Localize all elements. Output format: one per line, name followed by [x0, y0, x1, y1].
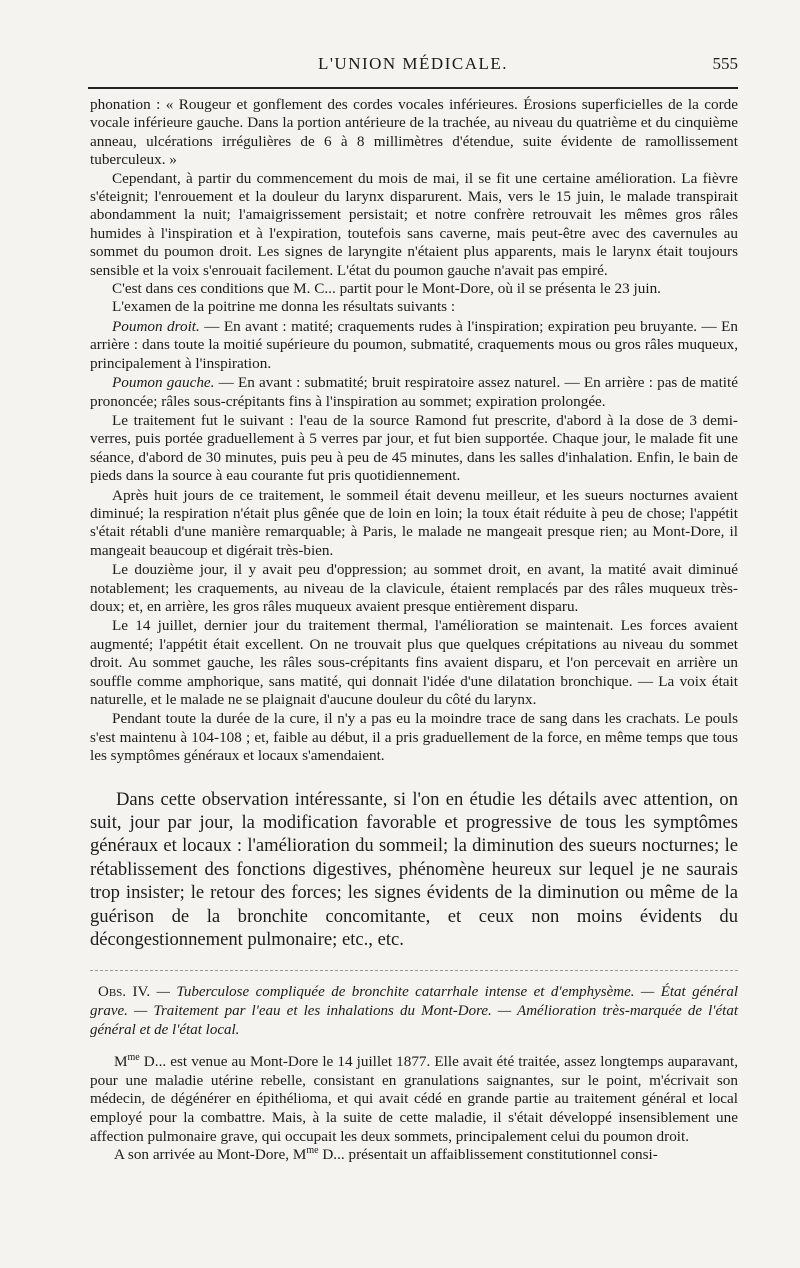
paragraph: Le douzième jour, il y avait peu d'oppression; au sommet droit, en avant, la matité avait diminué notablement; les craquements, au niveau de la clavicule, étaient remplacés par des râles muqueux très-doux; et, en arrière, les gros râles muqueux avaient presque entièrement disparu.: [90, 561, 738, 615]
paragraph: [90, 1053, 738, 1146]
commentary-text: [90, 788, 738, 952]
paragraph: Le traitement fut le suivant : l'eau de la source Ramond fut prescrite, d'abord à la dose de 3 demi-verres, puis portée graduellement à 5 verres par jour, et fut bien supportée. Chaque jour, le malade fit une séance, d'abord de 30 minutes, puis peu à peu de 45 minutes, dans les salles d'inhalation. Enfin, le bain de pieds dans la source à eau courante fut pris quotidiennement.: [90, 411, 738, 485]
header-rule: [88, 87, 738, 89]
text-prefix: M: [114, 1053, 128, 1071]
exam-text: — En avant : matité; craquements rudes à l'inspiration; expiration peu bruyante. — En arrière : dans toute la moitié supérieure du poumon, submatité, craquements mous ou gros râles muqueux, principalement à l'inspiration.: [90, 317, 738, 372]
exam-text: — En avant : submatité; bruit respiratoire assez naturel. — En arrière : pas de matité prononcée; râles sous-crépitants fins à l'inspiration au sommet; expiration prolongée.: [90, 374, 738, 410]
paragraph: L'examen de la poitrine me donna les résultats suivants :: [112, 298, 456, 316]
paragraph: Le 14 juillet, dernier jour du traitement thermal, l'amélioration se maintenait. Les forces avaient augmenté; l'appétit était excellent. On ne trouvait plus que quelques crépitations au niveau du sommet droit. Au sommet gauche, les râles sous-crépitants fins avaient disparu, et l'on percevait en arrière un souffle comme amphorique, sans matité, qui donnait l'idée d'une dilatation bronchique. — La voix était naturelle, et le malade ne se plaignait d'aucune douleur du côté du larynx.: [90, 617, 738, 708]
page-header: [88, 54, 738, 80]
observation-heading: [90, 970, 738, 1039]
running-title: L'UNION MÉDICALE.: [317, 54, 509, 73]
superscript: me: [306, 1145, 319, 1157]
paragraph: [90, 1146, 738, 1165]
paragraph: Dans cette observation intéressante, si l'on en étudie les détails avec attention, on suit, jour par jour, la modification favorable et progressive de tous les symptômes généraux et locaux : l'amélioration du sommeil; la diminution des sueurs nocturnes; le rétablissement des fonctions digestives, phénomène heureux sur lequel je ne saurais trop insister; le retour des forces; les signes évidents de la diminution ou même de la guérison de la bronchite concomitante, et ceux non moins évidents du décongestionnement pulmonaire; etc., etc.: [90, 788, 738, 951]
paragraph: C'est dans ces conditions que M. C... partit pour le Mont-Dore, où il se présenta le 23 juin.: [112, 280, 661, 298]
paragraph: [90, 318, 738, 373]
paragraph: Cependant, à partir du commencement du mois de mai, il se fit une certaine amélioration. La fièvre s'éteignit; l'enrouement et la douleur du larynx disparurent. Mais, vers le 15 juin, le malade transpirait abondamment la nuit; l'amaigrissement persistait; et notre confrère retrouvait les mêmes gros râles humides à l'inspiration et à l'expiration, toutefois sans caverne, mais peut-être avec des cavernules au sommet du poumon droit. Les signes de laryngite n'étaient plus apparents, mais le larynx était toujours sensible et la voix s'enrouait facilement. L'état du poumon gauche n'avait pas empiré.: [90, 169, 738, 279]
superscript: me: [127, 1052, 140, 1064]
exam-label: Poumon gauche.: [112, 374, 215, 392]
paragraph: Pendant toute la durée de la cure, il n'y a pas eu la moindre trace de sang dans les crachats. Le pouls s'est maintenu à 104-108 ; et, faible au début, il a pris graduellement de la force, en même temps que tous les symptômes généraux et locaux s'amendaient.: [90, 710, 738, 765]
paragraph: phonation : « Rougeur et gonflement des cordes vocales inférieures. Érosions superficielles de la corde vocale inférieure gauche. Dans la portion antérieure de la trachée, au niveau du quatrième et du cinquième anneau, ulcérations irrégulières de 6 à 8 millimètres d'étendue, suite évidente de ramollissement tuberculeux. »: [90, 96, 738, 169]
exam-label: Poumon droit.: [112, 317, 200, 335]
text-prefix: A son arrivée au Mont-Dore, M: [114, 1146, 307, 1164]
text-body: D... présentait un affaiblissement constitutionnel consi-: [318, 1146, 658, 1164]
observation-title: [90, 983, 738, 1039]
text-body: D... est venue au Mont-Dore le 14 juillet 1877. Elle avait été traitée, assez longtemps auparavant, pour une maladie utérine rebelle, consistant en granulations saignantes, sur le point, m'écrivait son médecin, de dégénérer en épithélioma, et qui avait cédé en grande partie au traitement général et local employé pour la combattre. Mais, à la suite de cette maladie, il s'était développé insensiblement une affection pulmonaire grave, qui occupait les deux sommets, principalement celui du poumon droit.: [90, 1053, 738, 1145]
page-number: 555: [712, 54, 738, 73]
case-report-text: [90, 96, 738, 766]
observation-label: Obs. IV.: [98, 984, 151, 1001]
paragraph: Après huit jours de ce traitement, le sommeil était devenu meilleur, et les sueurs nocturnes avaient diminué; la respiration n'était plus gênée que de loin en loin; la toux était réduite à peu de chose; l'appétit s'était rétabli d'une manière remarquable; à Paris, le malade ne mangeait presque rien; au Mont-Dore, il mangeait beaucoup et digérait très-bien.: [90, 486, 738, 559]
observation-text: [90, 1053, 738, 1165]
page-body: [90, 96, 738, 1165]
observation-description: — Tuberculose compliquée de bronchite catarrhale intense et d'emphysème. — État général grave. — Traitement par l'eau et les inhalations du Mont-Dore. — Amélioration très-marquée de l'état général et de l'état local.: [90, 984, 738, 1038]
paragraph: [90, 374, 738, 411]
